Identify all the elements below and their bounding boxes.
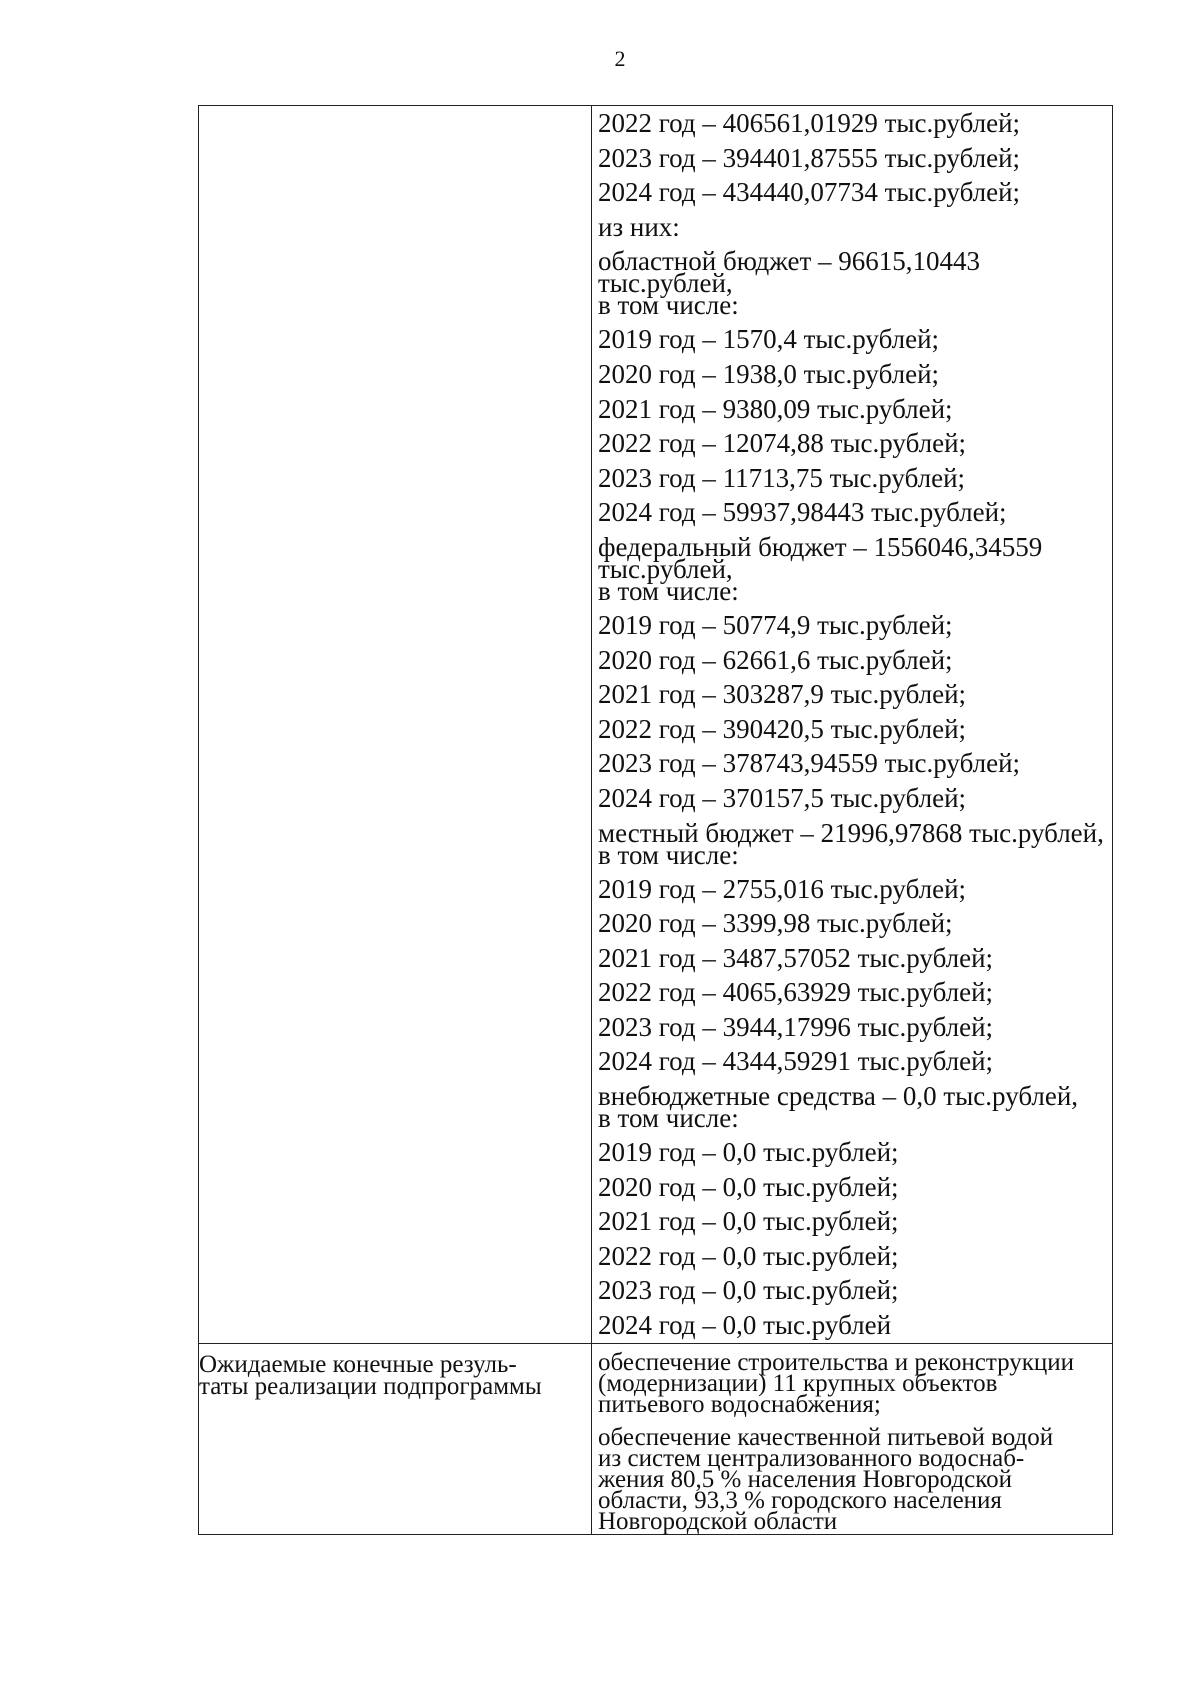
funding-line: 2020 год – 62661,6 тыс.рублей;	[598, 644, 953, 675]
funding-line: 2019 год – 1570,4 тыс.рублей;	[598, 324, 940, 355]
funding-line: 2022 год – 406561,01929 тыс.рублей;	[598, 108, 1021, 138]
result-item-construction: обеспечение строительства и реконструкции (модернизации) 11 крупных объектов питьевого водоснабжения;	[598, 1348, 1075, 1418]
funding-line: 2019 год – 2755,016 тыс.рублей;	[598, 873, 967, 904]
funding-line: 2020 год – 0,0 тыс.рублей;	[598, 1171, 899, 1202]
funding-line: 2022 год – 0,0 тыс.рублей;	[598, 1240, 899, 1271]
funding-line: 2021 год – 303287,9 тыс.рублей;	[598, 679, 967, 710]
results-label-cell	[199, 1343, 592, 1534]
results-values-cell	[592, 1343, 1113, 1534]
funding-line: 2019 год – 50774,9 тыс.рублей;	[598, 609, 953, 640]
funding-line: 2024 год – 434440,07734 тыс.рублей;	[598, 177, 1021, 208]
funding-line: 2023 год – 378743,94559 тыс.рублей;	[598, 748, 1021, 779]
budget-source-line: областной бюджет – 96615,10443 тыс.рублей, в том числе:	[598, 246, 981, 321]
results-label: Ожидаемые конечные резуль- таты реализации подпрограммы	[199, 1350, 542, 1400]
budget-source-line: внебюджетные средства – 0,0 тыс.рублей, в том числе:	[598, 1081, 1079, 1134]
funding-line: 2022 год – 4065,63929 тыс.рублей;	[598, 977, 994, 1008]
funding-line: 2023 год – 394401,87555 тыс.рублей;	[598, 142, 1021, 173]
funding-line: 2020 год – 1938,0 тыс.рублей;	[598, 358, 940, 389]
funding-line: 2020 год – 3399,98 тыс.рублей;	[598, 908, 953, 939]
funding-line: 2021 год – 0,0 тыс.рублей;	[598, 1206, 899, 1237]
funding-label-cell	[199, 106, 592, 1344]
funding-line: из них:	[598, 211, 680, 242]
program-passport-table	[198, 105, 1113, 1535]
funding-line: 2023 год – 3944,17996 тыс.рублей;	[598, 1011, 994, 1042]
results-row	[199, 1343, 1113, 1534]
funding-line: 2024 год – 0,0 тыс.рублей	[598, 1310, 892, 1341]
funding-list	[592, 106, 1112, 1343]
funding-line: 2021 год – 3487,57052 тыс.рублей;	[598, 942, 994, 973]
funding-line: 2024 год – 4344,59291 тыс.рублей;	[598, 1046, 994, 1077]
funding-line: 2022 год – 12074,88 тыс.рублей;	[598, 428, 967, 459]
funding-line: 2024 год – 59937,98443 тыс.рублей;	[598, 497, 1007, 528]
funding-line: 2022 год – 390420,5 тыс.рублей;	[598, 713, 967, 744]
funding-line: 2023 год – 0,0 тыс.рублей;	[598, 1275, 899, 1306]
result-item-water-quality: обеспечение качественной питьевой водой из систем централизованного водоснаб- жения 80,5 % населения Новгородской области, 93,3 % городского населения Новгородской области	[598, 1423, 1054, 1535]
funding-line: 2021 год – 9380,09 тыс.рублей;	[598, 393, 953, 424]
page-number: 2	[614, 46, 626, 71]
budget-source-line: федеральный бюджет – 1556046,34559 тыс.рублей, в том числе:	[598, 531, 1043, 606]
funding-values-cell	[592, 106, 1113, 1344]
funding-line: 2023 год – 11713,75 тыс.рублей;	[598, 462, 966, 493]
budget-source-line: местный бюджет – 21996,97868 тыс.рублей, в том числе:	[598, 817, 1104, 870]
funding-line: 2024 год – 370157,5 тыс.рублей;	[598, 782, 967, 813]
funding-line: 2019 год – 0,0 тыс.рублей;	[598, 1137, 899, 1168]
funding-row	[199, 106, 1113, 1344]
